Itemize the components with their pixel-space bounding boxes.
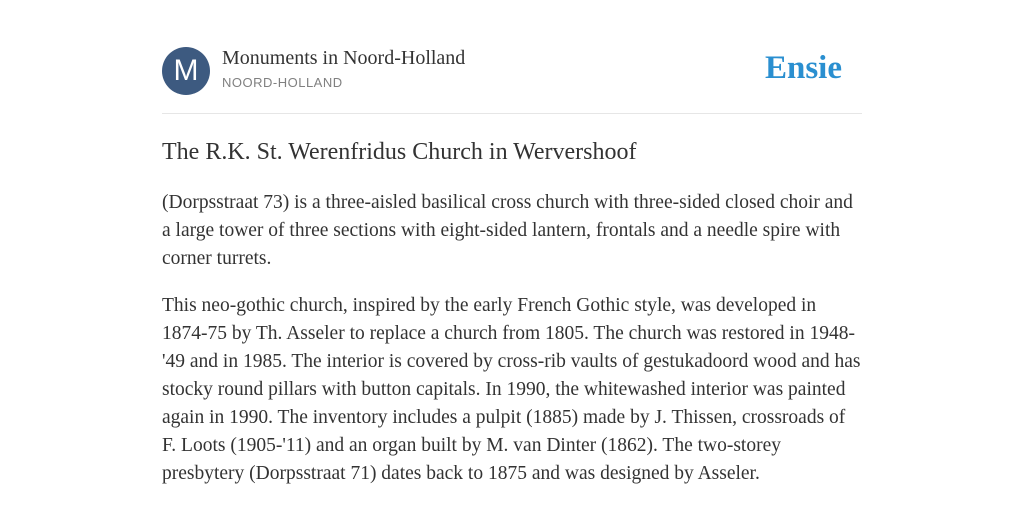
brand-logo[interactable]: Ensie bbox=[764, 50, 842, 86]
collection-title[interactable]: Monuments in Noord-Holland bbox=[222, 47, 466, 69]
article-paragraph: (Dorpsstraat 73) is a three-aisled basilical cross church with three-sided closed choir and a large tower of three sections with eight-sided lantern, frontals and a needle spire with corner turrets. bbox=[162, 192, 853, 269]
article-title: The R.K. St. Werenfridus Church in Wervershoof bbox=[162, 139, 637, 165]
collection-subtitle[interactable]: NOORD-HOLLAND bbox=[222, 75, 343, 90]
avatar[interactable]: M bbox=[162, 47, 210, 95]
article-paragraph: This neo-gothic church, inspired by the early French Gothic style, was developed in 1874-75 by Th. Asseler to replace a church from 1805. The church was restored in 1948-'49 and in 1985. The interior is covered by cross-rib vaults of gestukadoord wood and has stocky round pillars with button capitals. In 1990, the whitewashed interior was painted again in 1990. The inventory includes a pulpit (1885) made by J. Thissen, crossroads of F. Loots (1905-'11) and an organ built by M. van Dinter (1862). The two-storey presbytery (Dorpsstraat 71) dates back to 1875 and was designed by Asseler. bbox=[162, 295, 861, 484]
article-body bbox=[162, 189, 862, 507]
divider bbox=[162, 113, 862, 114]
header bbox=[162, 46, 862, 96]
